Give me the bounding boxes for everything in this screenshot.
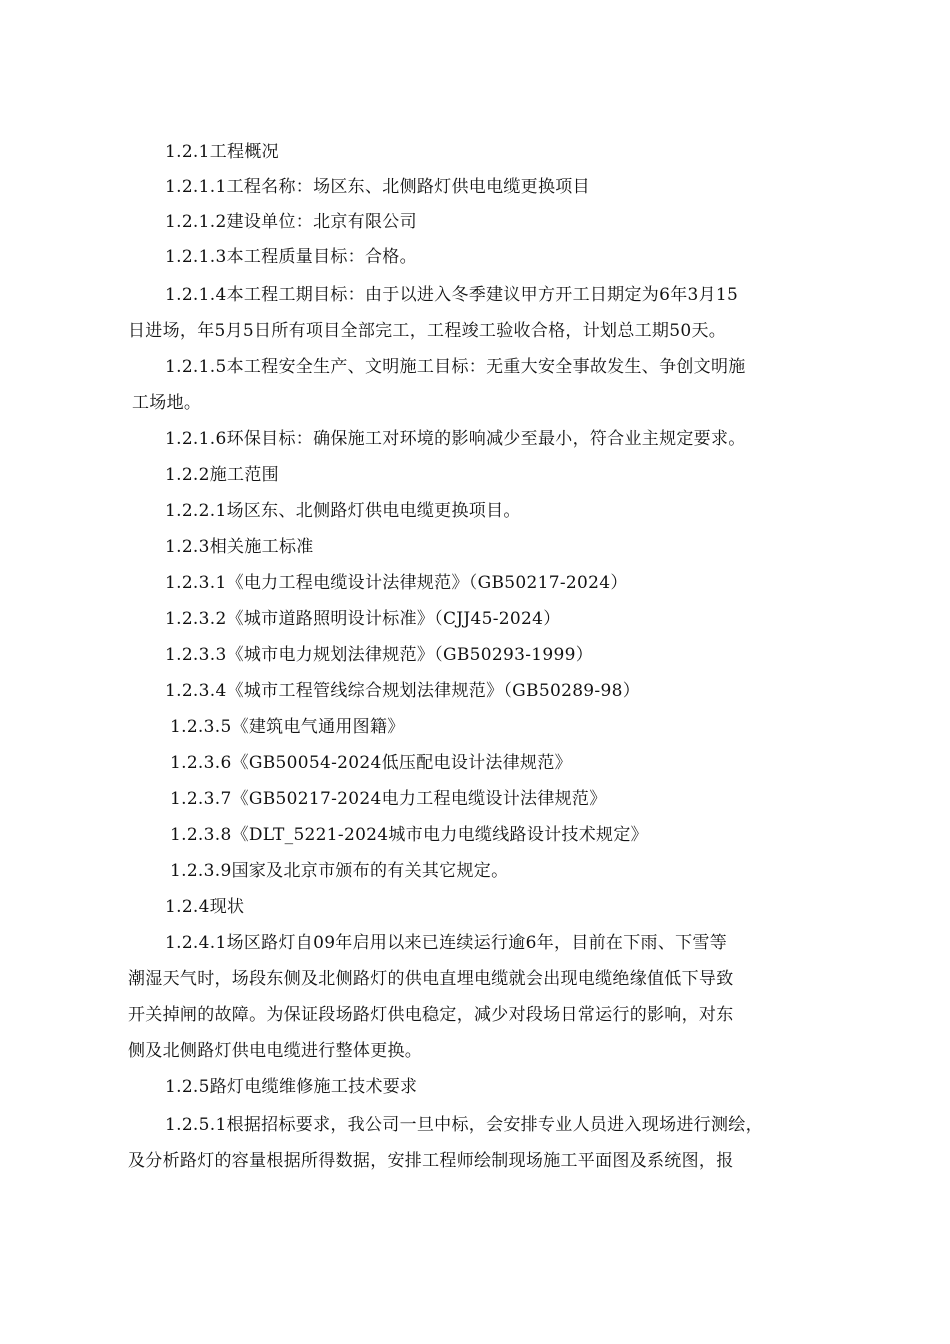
item-schedule-goal-cont: 日进场，年5月5日所有项目全部完工，工程竣工验收合格，计划总工期50天。 (128, 321, 727, 341)
standard-item-9: 1.2.3.9国家及北京市颁布的有关其它规定。 (170, 861, 509, 881)
item-schedule-goal: 1.2.1.4本工程工期目标：由于以进入冬季建议甲方开工日期定为6年3月15 (165, 285, 739, 305)
item-safety-goal: 1.2.1.5本工程安全生产、文明施工目标：无重大安全事故发生、争创文明施 (165, 357, 746, 377)
status-paragraph-line-3: 开关掉闸的故障。为保证段场路灯供电稳定，减少对段场日常运行的影响，对东 (128, 1005, 734, 1025)
status-paragraph-line-2: 潮湿天气时，场段东侧及北侧路灯的供电直埋电缆就会出现电缆绝缘值低下导致 (128, 969, 734, 989)
standard-item-3: 1.2.3.3《城市电力规划法律规范》（GB50293-1999） (165, 645, 594, 665)
item-project-name: 1.2.1.1工程名称：场区东、北侧路灯供电电缆更换项目 (165, 177, 590, 197)
standard-item-1: 1.2.3.1《电力工程电缆设计法律规范》（GB50217-2024） (165, 573, 628, 593)
heading-1-2-3: 1.2.3相关施工标准 (165, 537, 314, 557)
item-quality-goal: 1.2.1.3本工程质量目标：合格。 (165, 247, 417, 267)
requirement-line-1: 1.2.5.1根据招标要求，我公司一旦中标，会安排专业人员进入现场进行测绘， (165, 1115, 763, 1135)
heading-1-2-5: 1.2.5路灯电缆维修施工技术要求 (165, 1077, 418, 1097)
heading-1-2-2: 1.2.2施工范围 (165, 465, 279, 485)
standard-item-7: 1.2.3.7《GB50217-2024电力工程电缆设计法律规范》 (170, 789, 607, 809)
requirement-line-2: 及分析路灯的容量根据所得数据，安排工程师绘制现场施工平面图及系统图，报 (128, 1151, 734, 1171)
standard-item-2: 1.2.3.2《城市道路照明设计标准》（CJJ45-2024） (165, 609, 561, 629)
status-paragraph-line-1: 1.2.4.1场区路灯自09年启用以来已连续运行逾6年，目前在下雨、下雪等 (165, 933, 728, 953)
heading-1-2-1: 1.2.1工程概况 (165, 142, 279, 162)
standard-item-8: 1.2.3.8《DLT_5221-2024城市电力电缆线路设计技术规定》 (170, 825, 648, 845)
standard-item-6: 1.2.3.6《GB50054-2024低压配电设计法律规范》 (170, 753, 572, 773)
heading-1-2-4: 1.2.4现状 (165, 897, 245, 917)
item-construction-unit: 1.2.1.2建设单位：北京有限公司 (165, 212, 417, 232)
item-safety-goal-cont: 工场地。 (132, 393, 202, 413)
standard-item-5: 1.2.3.5《建筑电气通用图籍》 (170, 717, 405, 737)
item-scope: 1.2.2.1场区东、北侧路灯供电电缆更换项目。 (165, 501, 521, 521)
standard-item-4: 1.2.3.4《城市工程管线综合规划法律规范》（GB50289-98） (165, 681, 641, 701)
item-environment-goal: 1.2.1.6环保目标：确保施工对环境的影响减少至最小，符合业主规定要求。 (165, 429, 746, 449)
status-paragraph-line-4: 侧及北侧路灯供电电缆进行整体更换。 (128, 1041, 423, 1061)
